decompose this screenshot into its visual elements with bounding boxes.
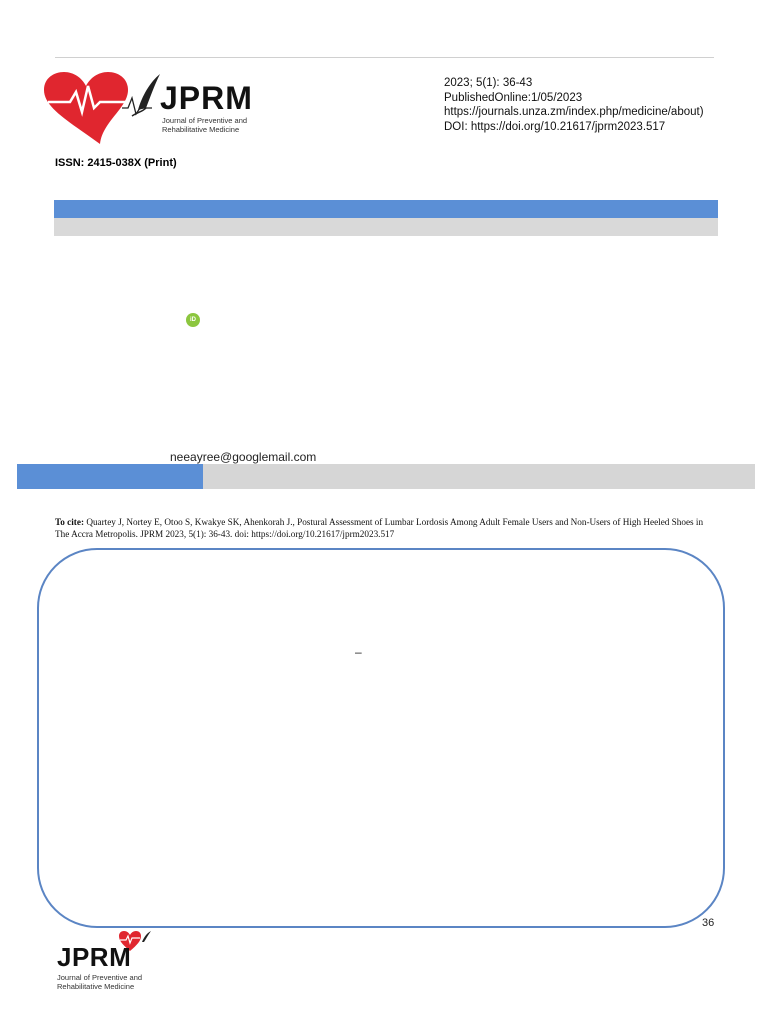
top-rule — [55, 57, 714, 58]
abstract-box — [37, 548, 725, 928]
citation — [55, 517, 715, 540]
footer-subtitle-line1: Journal of Preventive and — [57, 973, 143, 982]
title-bar-blue — [54, 200, 718, 218]
issn: ISSN: 2415-038X (Print) — [55, 157, 177, 169]
footer-logo-title: JPRM — [57, 942, 132, 972]
logo-subtitle-line1: Journal of Preventive and — [162, 116, 248, 125]
footer-subtitle-line2: Rehabilitative Medicine — [57, 982, 135, 991]
section-band-blue — [17, 464, 203, 489]
citation-label: To cite: — [55, 517, 85, 527]
meta-volume: 2023; 5(1): 36-43 — [444, 77, 533, 89]
publication-meta — [444, 76, 704, 134]
logo-subtitle — [162, 116, 272, 134]
logo-title: JPRM — [160, 80, 253, 116]
meta-url-link[interactable]: https://journals.unza.zm/index.php/medicine/about) — [444, 106, 704, 118]
orcid-icon[interactable]: iD — [186, 313, 200, 327]
logo-subtitle-line2: Rehabilitative Medicine — [162, 125, 240, 134]
section-band-grey — [203, 464, 755, 489]
meta-published: PublishedOnline:1/05/2023 — [444, 91, 583, 104]
abstract-dash: – — [355, 645, 362, 659]
meta-doi-link[interactable]: DOI: https://doi.org/10.21617/jprm2023.517 — [444, 120, 666, 133]
author-email-link[interactable]: neeayree@googlemail.com — [170, 450, 317, 464]
page-number: 36 — [702, 917, 715, 929]
citation-text: Quartey J, Nortey E, Otoo S, Kwakye SK, Ahenkorah J., Postural Assessment of Lumbar Lordosis Among Adult Female Users and Non-Users of High Heeled Shoes in The Accra Metropolis. JPRM 2023, 5(1): 36-43. doi: https://doi.org/10.21617/jprm2023.517 — [55, 517, 704, 539]
title-bar-grey — [54, 218, 718, 236]
footer-logo-subtitle — [57, 973, 167, 991]
